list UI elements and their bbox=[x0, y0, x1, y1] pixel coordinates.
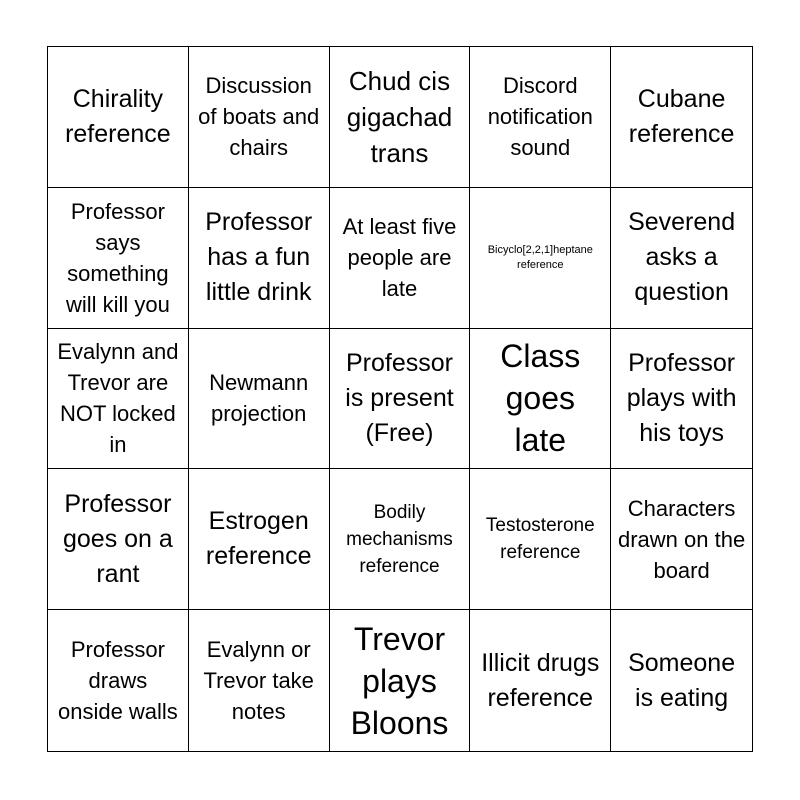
bingo-cell-r5c1[interactable] bbox=[48, 610, 189, 751]
bingo-cell-r3c1[interactable] bbox=[48, 329, 189, 470]
bingo-cell-r1c2[interactable] bbox=[189, 47, 330, 188]
bingo-cell-r2c2[interactable] bbox=[189, 188, 330, 329]
bingo-cell-r1c5[interactable] bbox=[611, 47, 752, 188]
cell-text: Evalynn or Trevor take notes bbox=[203, 637, 314, 725]
bingo-cell-r2c3[interactable] bbox=[330, 188, 471, 329]
cell-text: Professor has a fun little drink bbox=[205, 208, 313, 307]
bingo-cell-r5c5[interactable] bbox=[611, 610, 752, 751]
cell-text: Newmann projection bbox=[209, 370, 309, 427]
cell-text: Estrogen reference bbox=[205, 507, 312, 571]
cell-text: Testosterone reference bbox=[485, 515, 595, 564]
cell-text: Bodily mechanisms reference bbox=[346, 501, 453, 577]
cell-text: Cubane reference bbox=[628, 84, 735, 148]
cell-text: Illicit drugs reference bbox=[481, 648, 600, 712]
cell-text: Someone is eating bbox=[628, 648, 736, 712]
cell-text: Professor says something will kill you bbox=[65, 198, 170, 317]
bingo-cell-r5c2[interactable] bbox=[189, 610, 330, 751]
bingo-cell-r4c1[interactable] bbox=[48, 469, 189, 610]
bingo-cell-r1c4[interactable] bbox=[470, 47, 611, 188]
cell-text: Professor goes on a rant bbox=[62, 489, 173, 588]
bingo-cell-r2c1[interactable] bbox=[48, 188, 189, 329]
cell-text: Bicyclo[2,2,1]heptane reference bbox=[487, 243, 593, 271]
bingo-cell-r2c4[interactable] bbox=[470, 188, 611, 329]
cell-text: Trevor plays Bloons bbox=[350, 620, 449, 741]
cell-text: Professor draws onside walls bbox=[57, 637, 178, 725]
bingo-board bbox=[47, 46, 753, 752]
bingo-cell-r4c3[interactable] bbox=[330, 469, 471, 610]
bingo-cell-r5c3[interactable] bbox=[330, 610, 471, 751]
cell-text: Chud cis gigachad trans bbox=[346, 65, 453, 168]
bingo-cell-r3c5[interactable] bbox=[611, 329, 752, 470]
bingo-cell-r4c5[interactable] bbox=[611, 469, 752, 610]
bingo-cell-r1c1[interactable] bbox=[48, 47, 189, 188]
bingo-cell-r3c3[interactable] bbox=[330, 329, 471, 470]
cell-text: Discord notification sound bbox=[487, 73, 593, 161]
bingo-cell-r4c4[interactable] bbox=[470, 469, 611, 610]
cell-text: Professor plays with his toys bbox=[626, 348, 737, 447]
bingo-cell-r3c2[interactable] bbox=[189, 329, 330, 470]
cell-text: At least five people are late bbox=[342, 214, 457, 302]
cell-text: Discussion of boats and chairs bbox=[198, 73, 320, 161]
cell-text: Characters drawn on the board bbox=[617, 495, 746, 583]
bingo-cell-r4c2[interactable] bbox=[189, 469, 330, 610]
cell-text: Class goes late bbox=[500, 338, 581, 459]
cell-text: Severend asks a question bbox=[628, 208, 736, 307]
bingo-cell-r5c4[interactable] bbox=[470, 610, 611, 751]
cell-text: Chirality reference bbox=[65, 84, 171, 148]
bingo-cell-r3c4[interactable] bbox=[470, 329, 611, 470]
cell-text: Evalynn and Trevor are NOT locked in bbox=[57, 339, 179, 458]
bingo-cell-r2c5[interactable] bbox=[611, 188, 752, 329]
bingo-cell-r1c3[interactable] bbox=[330, 47, 471, 188]
cell-text: Professor is present (Free) bbox=[345, 348, 454, 447]
